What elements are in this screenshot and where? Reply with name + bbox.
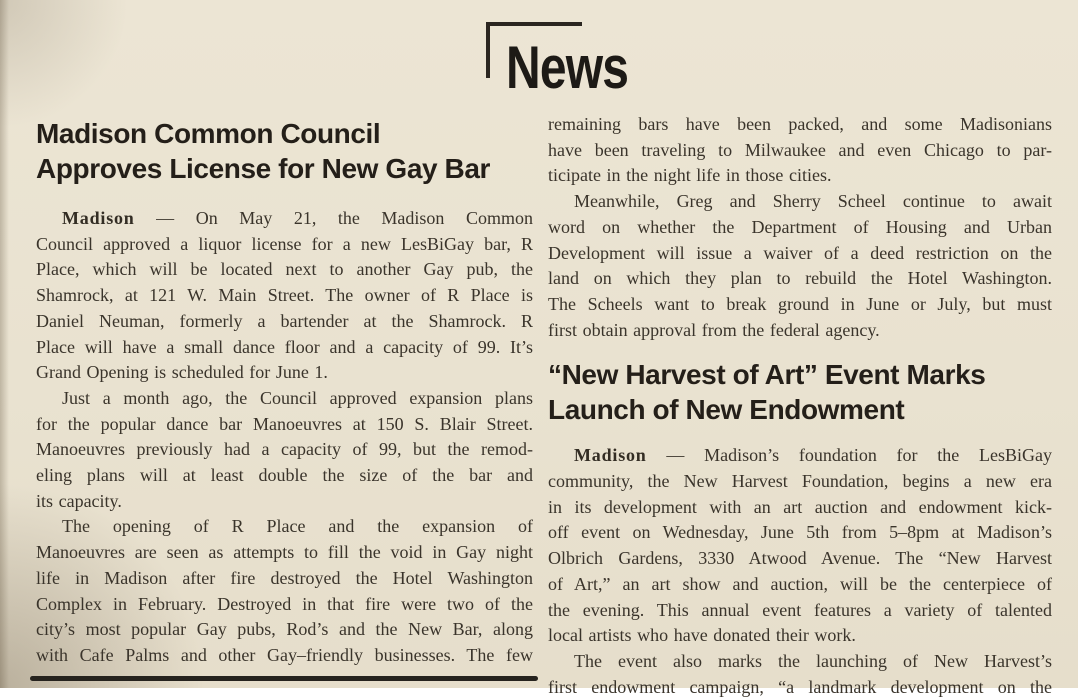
body-line: local artists who have donated their work. <box>548 625 856 646</box>
body-line: of Art,” an art show and auction, will be the centerpiece of <box>548 573 1052 594</box>
body-line: have been traveling to Milwaukee and even Chicago to par- <box>548 139 1052 160</box>
paragraph <box>36 514 533 668</box>
body-line: word on whether the Department of Housing and Urban <box>548 216 1052 237</box>
body-line: Complex in February. Destroyed in that fire were two of the <box>36 593 533 614</box>
dateline: Madison <box>574 445 647 466</box>
body-line: Madison — On May 21, the Madison Common <box>62 208 533 228</box>
headline-line: “New Harvest of Art” Event Marks <box>548 359 986 391</box>
body-line: remaining bars have been packed, and some Madisonians <box>548 114 1052 134</box>
left-column <box>36 116 533 669</box>
body-line: Manoeuvres are seen as attempts to fill the void in Gay night <box>36 542 533 563</box>
body-line: Development will issue a waiver of a deed restriction on the <box>548 242 1052 263</box>
paragraph <box>36 386 533 515</box>
body-line: life in Madison after fire destroyed the Hotel Washington <box>36 567 533 588</box>
body-line: Place, which will be located next to another Gay pub, the <box>36 259 533 280</box>
body-line: community, the New Harvest Foundation, begins a new era <box>548 471 1052 492</box>
body-line: first obtain approval from the federal agency. <box>548 319 880 340</box>
bottom-section-rule <box>30 676 538 681</box>
paragraph <box>36 206 533 386</box>
body-line: eling plans will at least double the size of the bar and <box>36 465 533 486</box>
section-title: News <box>506 34 629 101</box>
body-line: Grand Opening is scheduled for June 1. <box>36 362 328 383</box>
right-column <box>548 112 1052 700</box>
body-line: off event on Wednesday, June 5th from 5–8pm at Madison’s <box>548 522 1052 543</box>
dateline: Madison <box>62 208 135 228</box>
body-line: Just a month ago, the Council approved expansion plans <box>62 387 533 408</box>
body-line: The Scheels want to break ground in June or July, but must <box>548 293 1052 314</box>
body-line: first endowment campaign, “a landmark development on the <box>548 676 1052 697</box>
body-line: with Cafe Palms and other Gay–friendly businesses. The few <box>36 644 533 665</box>
article-headline <box>548 357 1052 427</box>
body-line: Council approved a liquor license for a new LesBiGay bar, R <box>36 233 533 254</box>
body-line: The event also marks the launching of New Harvest’s <box>574 650 1052 671</box>
body-line: Shamrock, at 121 W. Main Street. The owner of R Place is <box>36 285 533 306</box>
article-headline <box>36 116 533 186</box>
body-line: Olbrich Gardens, 3330 Atwood Avenue. The “New Harvest <box>548 548 1052 569</box>
body-line: Manoeuvres previously had a capacity of 99, but the remod- <box>36 439 533 460</box>
paragraph <box>548 189 1052 343</box>
paragraph <box>548 443 1052 649</box>
body-line: Daniel Neuman, formerly a bartender at the Shamrock. R <box>36 310 533 331</box>
body-line: Meanwhile, Greg and Sherry Scheel continue to await <box>574 191 1052 212</box>
headline-line: Launch of New Endowment <box>548 394 905 426</box>
body-line: in its development with an art auction and endowment kick- <box>548 496 1052 517</box>
body-line: its capacity. <box>36 490 122 511</box>
body-line: city’s most popular Gay pubs, Rod’s and the New Bar, along <box>36 619 533 640</box>
body-line: the evening. This annual event features a variety of talented <box>548 599 1052 620</box>
paragraph <box>548 112 1052 189</box>
body-line: The opening of R Place and the expansion of <box>62 516 533 537</box>
headline-line: Approves License for New Gay Bar <box>36 153 491 184</box>
body-line: Madison — Madison’s foundation for the LesBiGay <box>574 445 1052 466</box>
headline-line: Madison Common Council <box>36 118 381 149</box>
paragraph <box>548 649 1052 700</box>
body-line: land on which they plan to rebuild the Hotel Washington. <box>548 268 1052 289</box>
body-line: for the popular dance bar Manoeuvres at 150 S. Blair Street. <box>36 413 533 434</box>
body-line: Place will have a small dance floor and a capacity of 99. It’s <box>36 336 533 357</box>
body-line: ticipate in the night life in those cities. <box>548 165 832 186</box>
